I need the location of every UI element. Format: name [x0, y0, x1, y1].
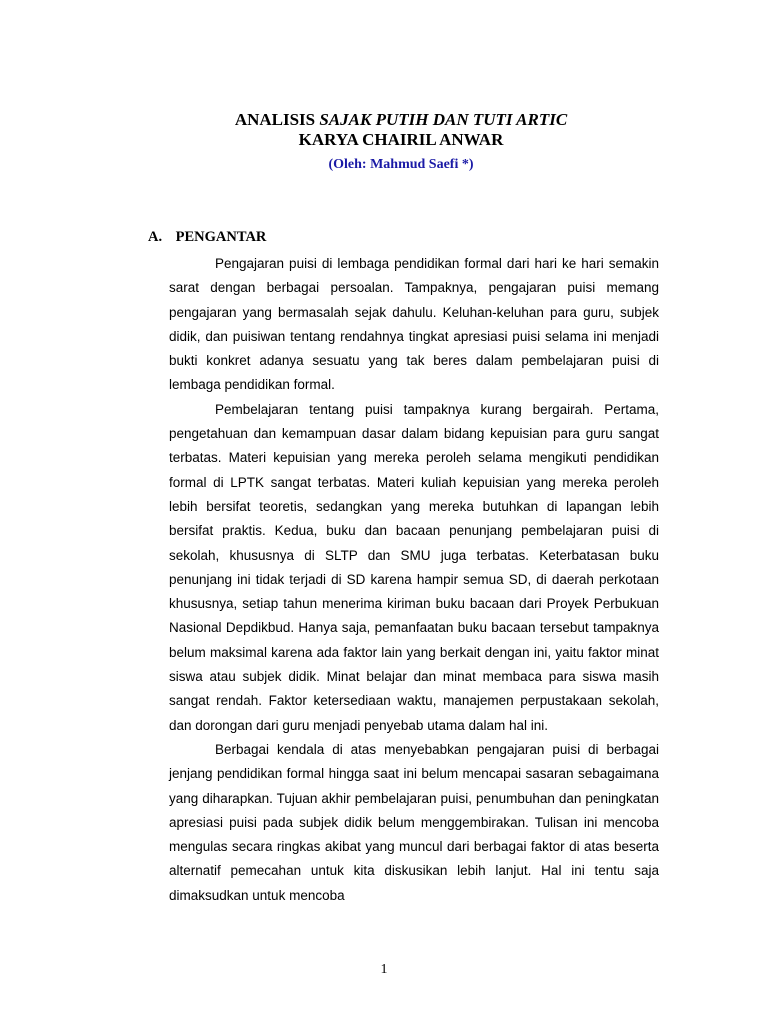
body-text — [169, 252, 659, 908]
title-block — [0, 110, 768, 174]
title-prefix: ANALISIS — [234, 110, 316, 129]
section-title: PENGANTAR — [175, 229, 267, 245]
section-heading — [148, 229, 266, 246]
paragraph: Pengajaran puisi di lembaga pendidikan formal dari hari ke hari semakin sarat dengan berbagai persoalan. Tampaknya, pengajaran puisi memang pengajaran yang bermasalah sejak dahulu. Keluhan-keluhan para guru, subjek didik, dan puisiwan tentang rendahnya tingkat apresiasi puisi selama ini menjadi bukti konkret adanya sesuatu yang tak beres dalam pembelajaran puisi di lembaga pendidikan formal. — [169, 256, 659, 393]
title-line-2: KARYA CHAIRIL ANWAR — [298, 130, 504, 149]
page-number: 1 — [380, 962, 388, 977]
author-line: (Oleh: Mahmud Saefi *) — [328, 157, 474, 172]
title-italic: SAJAK PUTIH DAN TUTI ARTIC — [319, 110, 568, 129]
title-line-1 — [34, 110, 768, 130]
paragraph: Pembelajaran tentang puisi tampaknya kurang bergairah. Pertama, pengetahuan dan kemampuan dasar dalam bidang kepuisian para guru sangat terbatas. Materi kepuisian yang mereka peroleh selama mengikuti pendidikan formal di LPTK sangat terbatas. Materi kuliah kepuisian yang mereka peroleh lebih bersifat teoretis, sedangkan yang mereka butuhkan di lapangan lebih bersifat praktis. Kedua, buku dan bacaan penunjang pembelajaran puisi di sekolah, khususnya di SLTP dan SMU juga terbatas. Keterbatasan buku penunjang ini tidak terjadi di SD karena hampir semua SD, di daerah perkotaan khususnya, setiap tahun menerima kiriman buku bacaan dari Proyek Perbukuan Nasional Depdikbud. Hanya saja, pemanfaatan buku bacaan tersebut tampaknya belum maksimal karena ada faktor lain yang berkait dengan ini, yaitu faktor minat siswa atau subjek didik. Minat belajar dan minat membaca para siswa masih sangat rendah. Faktor ketersediaan waktu, manajemen perpustakaan sekolah, dan dorongan dari guru menjadi penyebab utama dalam hal ini. — [169, 401, 659, 733]
paragraph: Berbagai kendala di atas menyebabkan pengajaran puisi di berbagai jenjang pendidikan formal hingga saat ini belum mencapai sasaran sebagaimana yang diharapkan. Tujuan akhir pembelajaran puisi, penumbuhan dan peningkatan apresiasi puisi pada subjek didik belum menggembirakan. Tulisan ini mencoba mengulas secara ringkas akibat yang muncul dari berbagai faktor di atas beserta alternatif pemecahan untuk kita diskusikan lebih lanjut. Hal ini tentu saja dimaksudkan untuk mencoba — [169, 741, 659, 903]
section-letter: A. — [148, 229, 163, 245]
